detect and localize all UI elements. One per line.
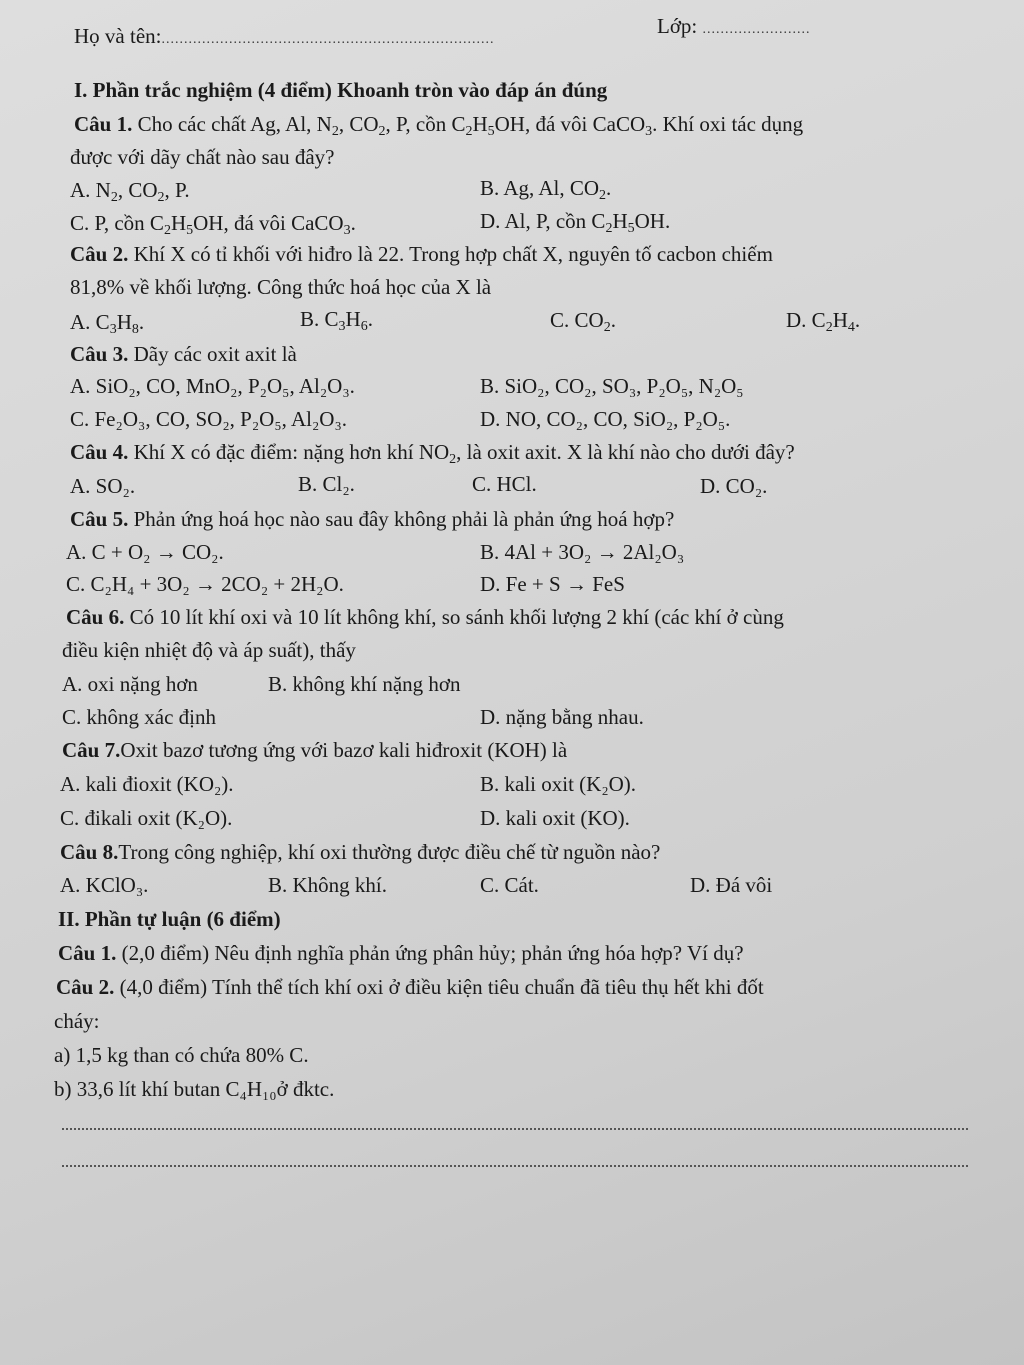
q6-option-b[interactable]: B. không khí nặng hơn [268, 672, 461, 696]
answer-line-2[interactable] [62, 1165, 968, 1167]
q4-option-d[interactable]: D. CO₂. [700, 474, 768, 498]
q5-option-b[interactable]: B. 4Al + 3O₂ → 2Al₂O₃ [480, 540, 685, 564]
q1-option-b[interactable]: B. Ag, Al, $CO_2$. [480, 176, 612, 203]
essay-q2-text-2: cháy: [54, 1009, 100, 1033]
q7-option-c[interactable]: C. đikali oxit (K₂O). [60, 806, 233, 830]
class-field [657, 12, 811, 44]
essay-q2-part-a: a) 1,5 kg than có chứa 80% C. [54, 1043, 309, 1067]
name-field [74, 22, 494, 54]
name-label: Họ và tên: [74, 24, 162, 48]
q7-option-d[interactable]: D. kali oxit (KO). [480, 806, 630, 830]
class-dots: ........................ [702, 22, 811, 37]
q8-option-a[interactable]: A. KClO₃. [60, 873, 149, 897]
q5-option-a[interactable]: A. C + O₂ → CO₂. [66, 540, 224, 564]
q7-stem: Câu 7.Oxit bazơ tương ứng với bazơ kali hiđroxit (KOH) là [62, 738, 568, 762]
q4-option-a[interactable]: A. SO₂. [70, 474, 136, 498]
q2-stem: Câu 2. Khí X có tỉ khối với hiđro là 22. Trong hợp chất X, nguyên tố cacbon chiếm [70, 242, 773, 266]
q2-option-c[interactable]: C. $CO_2$. [550, 308, 616, 335]
essay-q1: Câu 1. (2,0 điểm) Nêu định nghĩa phản ứng phân hủy; phản ứng hóa hợp? Ví dụ? [58, 941, 744, 965]
q8-option-c[interactable]: C. Cát. [480, 873, 539, 897]
q5-stem: Câu 5. Phản ứng hoá học nào sau đây không phải là phản ứng hoá hợp? [70, 507, 675, 531]
q7-option-b[interactable]: B. kali oxit (K₂O). [480, 772, 637, 796]
q2-option-a[interactable]: A. $C_3H_8$. [70, 310, 145, 337]
q4-stem: Câu 4. Khí X có đặc điểm: nặng hơn khí $NO_2$, là oxit axit. X là khí nào cho dưới đây? [70, 440, 795, 467]
q3-option-d[interactable]: D. NO, CO₂, CO, SiO₂, P₂O₅. [480, 407, 731, 431]
q1-stem: Câu 1. Cho các chất Ag, Al, $N_2$, $CO_2$, P, cồn $C_2H_5OH$, đá vôi CaCO$_3$. Khí oxi tác dụng [74, 112, 804, 139]
q1-stem-2: được với dãy chất nào sau đây? [70, 145, 335, 169]
q8-stem: Câu 8.Trong công nghiệp, khí oxi thường được điều chế từ nguồn nào? [60, 840, 661, 864]
name-dots: .......................................................................... [161, 32, 495, 47]
q6-option-a[interactable]: A. oxi nặng hơn [62, 672, 198, 696]
q6-stem-2: điều kiện nhiệt độ và áp suất), thấy [62, 638, 356, 662]
q6-option-d[interactable]: D. nặng bằng nhau. [480, 705, 644, 729]
q1-option-c[interactable]: C. P, cồn $C_2H_5OH$, đá vôi CaCO$_3$. [70, 211, 356, 238]
essay-q2: Câu 2. (4,0 điểm) Tính thể tích khí oxi ở điều kiện tiêu chuẩn đã tiêu thụ hết khi đốt [56, 975, 764, 999]
class-label: Lớp: [657, 14, 698, 38]
q2-stem-2: 81,8% về khối lượng. Công thức hoá học của X là [70, 275, 492, 299]
q6-stem: Câu 6. Có 10 lít khí oxi và 10 lít không khí, so sánh khối lượng 2 khí (các khí ở cùng [66, 605, 784, 629]
q4-option-b[interactable]: B. Cl₂. [298, 472, 355, 496]
q3-option-a[interactable]: A. SiO₂, CO, MnO₂, P₂O₅, Al₂O₃. [70, 374, 355, 398]
q2-option-d[interactable]: D. $C_2H_4$. [786, 308, 861, 335]
q5-option-c[interactable]: C. C₂H₄ + 3O₂ → 2CO₂ + 2H₂O. [66, 572, 344, 596]
q5-option-d[interactable]: D. Fe + S → FeS [480, 572, 625, 596]
q3-stem: Câu 3. Dãy các oxit axit là [70, 342, 297, 366]
q3-option-c[interactable]: C. Fe₂O₃, CO, SO₂, P₂O₅, Al₂O₃. [70, 407, 348, 431]
q4-option-c[interactable]: C. HCl. [472, 472, 537, 496]
q2-option-b[interactable]: B. $C_3H_6$. [300, 307, 373, 334]
answer-line-1[interactable] [62, 1128, 968, 1130]
q7-option-a[interactable]: A. kali đioxit (KO₂). [60, 772, 234, 796]
q8-option-d[interactable]: D. Đá vôi [690, 873, 773, 897]
q1-option-a[interactable]: A. $N_2$, $CO_2$, P. [70, 178, 190, 205]
essay-q2-part-b: b) 33,6 lít khí butan C₄H₁₀ở đktc. [54, 1077, 335, 1101]
section2-title: II. Phần tự luận (6 điểm) [58, 907, 281, 931]
q6-option-c[interactable]: C. không xác định [62, 705, 216, 729]
section1-title: I. Phần trắc nghiệm (4 điểm) Khoanh tròn vào đáp án đúng [74, 78, 608, 102]
q3-option-b[interactable]: B. SiO₂, CO₂, SO₃, P₂O₅, N₂O₅ [480, 374, 744, 398]
q1-option-d[interactable]: D. Al, P, cồn $C_2H_5OH$. [480, 209, 671, 236]
q8-option-b[interactable]: B. Không khí. [268, 873, 388, 897]
